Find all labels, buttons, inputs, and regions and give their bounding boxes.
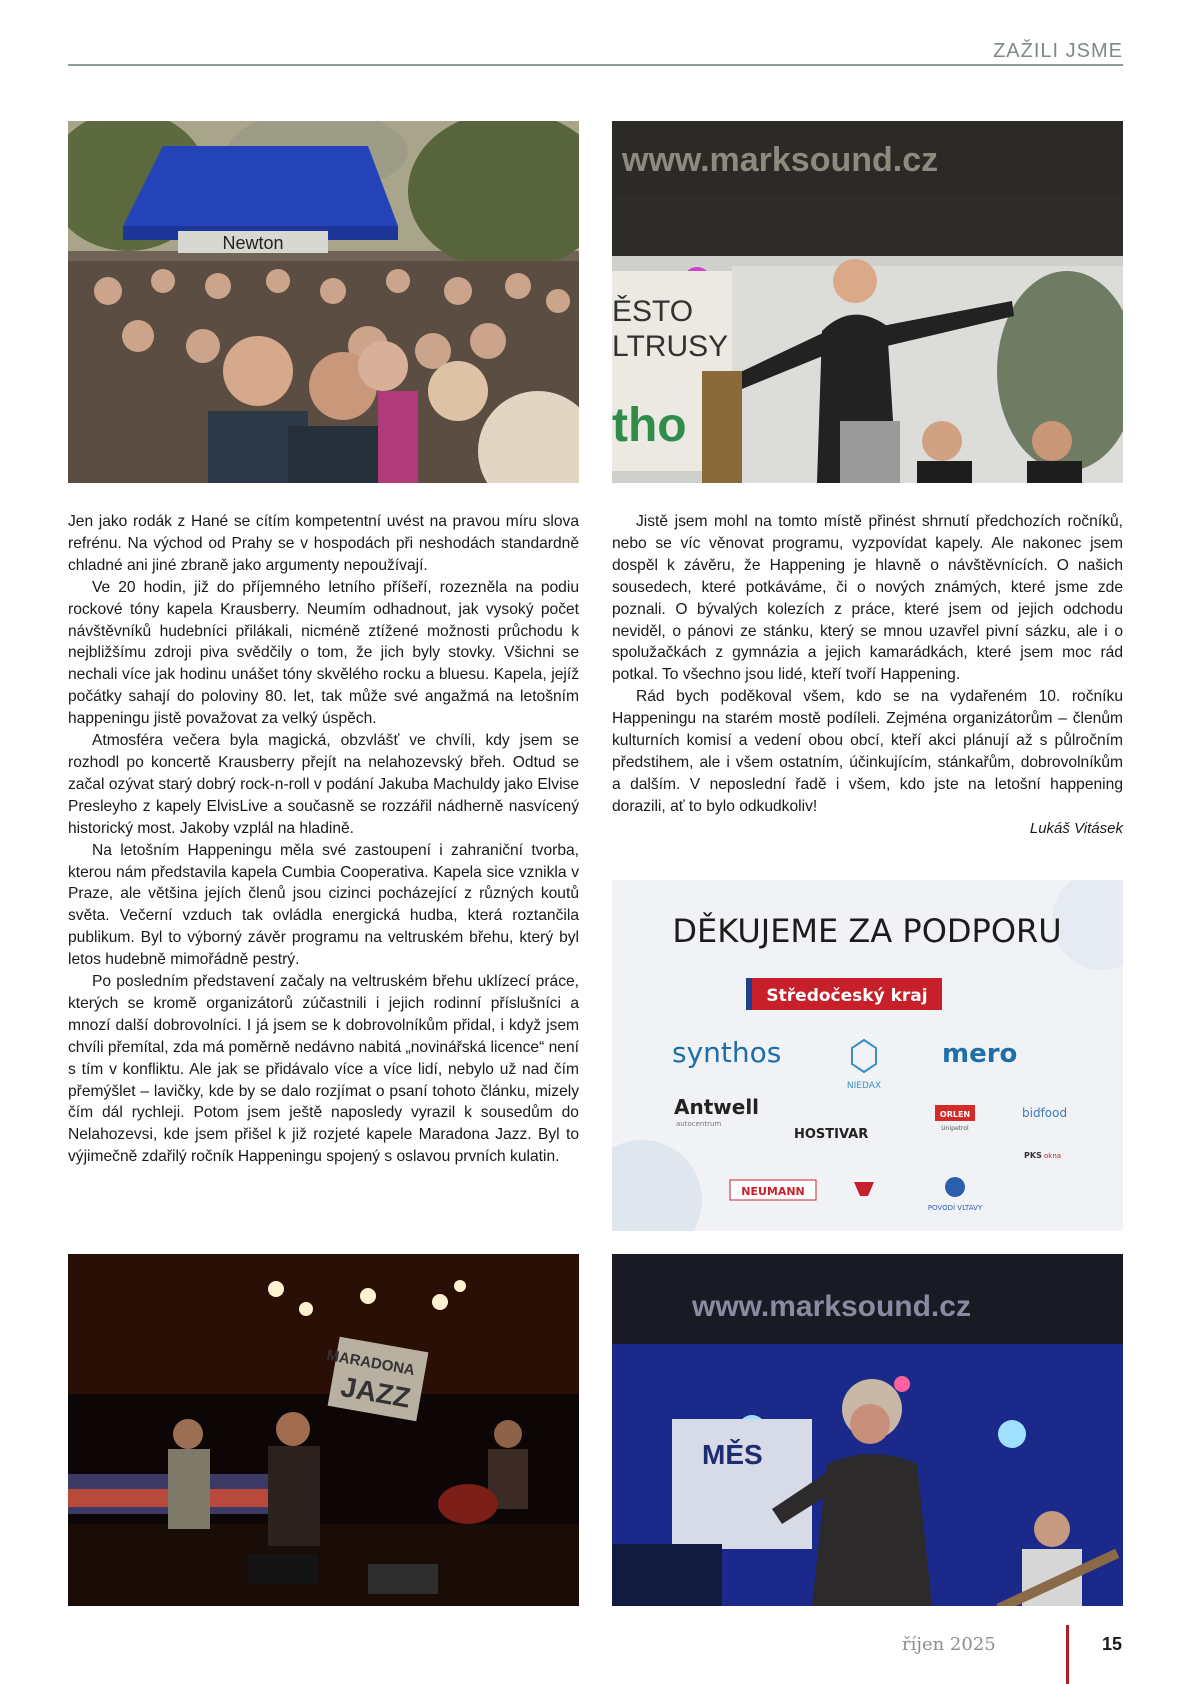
jazz-banner-1: MARADONA (325, 1346, 417, 1380)
sponsor-panel (612, 880, 1123, 1231)
logo-hostivar: HOSTIVAR (794, 1127, 869, 1142)
logo-antwell-sub: autocentrum (676, 1120, 722, 1128)
tent-sign-text: Newton (222, 233, 284, 253)
stage-sign-3: tho (612, 399, 687, 452)
logo-mero: mero (942, 1039, 1018, 1069)
section-label: ZAŽILI JSME (993, 40, 1123, 62)
logo-orlen: ORLEN (939, 1110, 971, 1119)
sponsor-title: DĚKUJEME ZA PODPORU (672, 912, 1062, 950)
article-paragraph: Jen jako rodák z Hané se cítím kompetentní uvést na pravou míru slova refrénu. Na východ od Prahy se v hospodách při neshodách standardně chladné ani jiné zbraně jako argumenty nepoužívají. (68, 513, 579, 574)
region-badge: Středočeský kraj (766, 986, 928, 1006)
article-paragraph: Jistě jsem mohl na tomto místě přinést shrnutí předchozích ročníků, nebo se víc věnovat programu, vyzpovídat kapely. Ale nakonec jsem dospěl k závěru, že Happening je hlavně o návštěvnících. O našich sousedech, které potkáváme, či o nových známých, které jsme zde poznali. O bývalých kolezích z práce, které jsem od jejich odchodu neviděl, o pánovi ze stánku, který se mnou uzavřel pivní sázku, ale i o spolužačkách z gymnázia a jejich kamarádkách, které jsem moc rád potkal. To všechno jsou lidé, kteří tvoří Happening. (612, 513, 1123, 684)
sponsor-artwork (612, 880, 1123, 1231)
photo-rock-concert (612, 1254, 1123, 1606)
footer-accent-bar (1066, 1625, 1069, 1684)
author-signature: Lukáš Vitásek (1029, 819, 1123, 837)
article-paragraph: Rád bych poděkoval všem, kdo se na vydařeném 10. ročníku Happeningu na starém mostě podíleli. Zejména organizátorům – členům kulturních komisí a vedení obou obcí, kteří akci plánují až s půlročním předstihem, ale i všem ostatním, účinkujícím, stánkařům, dobrovolníkům a dalším. V neposlední řadě i všem, kdo jste na letošní happening dorazili, ať to bylo odkudkoliv! (612, 688, 1123, 815)
stage-banner-text: www.marksound.cz (622, 141, 939, 179)
article-left-column (68, 511, 579, 1168)
povodi-icon (945, 1177, 965, 1197)
jazz-banner-2: JAZZ (338, 1370, 413, 1414)
logo-unipetrol: Unipetrol (941, 1125, 969, 1132)
logo-bidfood: bidfood (1022, 1106, 1068, 1120)
article-paragraph: Atmosféra večera byla magická, obzvlášť ve chvíli, kdy jsem se rozhodl po koncertě Krausberry přejít na nelahozevský břeh. Odtud se začal ozývat starý dobrý rock-n-roll v podání Jakuba Machuldy jako Elvise Presleyho z kapely ElvisLive a současně se rozzářil nádherně nasvícený historický most. Jakoby vzplál na hladině. (68, 732, 579, 837)
logo-niedax: NIEDAX (846, 1081, 882, 1091)
issue-date: říjen 2025 (902, 1634, 996, 1655)
header-divider (68, 64, 1123, 66)
stage-sign-2: LTRUSY (612, 330, 729, 363)
article-paragraph: Ve 20 hodin, již do příjemného letního příšeří, rozezněla na podiu rockové tóny kapela Krausberry. Neumím odhadnout, jak vysoký počet návštěvníků hudebníci přilákali, nicméně ztížené možnosti průchodu k nejbližšímu zdroji piva svědčily o tom, že jich byly stovky. Všichni se nechali více jak hodinu unášet tóny skvělého rocku a bluesu. Kapela, jejíž počátky sahají do poloviny 80. let, tak může své angažmá na letošním happeningu jistě považovat za velký úspěch. (68, 578, 579, 728)
logo-pks: PKS (1024, 1151, 1042, 1160)
logo-antwell: Antwell (674, 1095, 760, 1119)
logo-neumann: NEUMANN (741, 1185, 805, 1198)
photo-crowd (68, 121, 579, 483)
article-paragraph: Na letošním Happeningu měla své zastoupení i zahraniční tvorba, kterou nám představila kapela Cumbia Cooperativa. Kapela sice vznikla v Praze, ale většina jejích členů jsou cizinci pocházející z různých koutů světa. Večerní vzduch tak ovládla energická hudba, která roztančila publikum. Byl to výborný závěr programu na veltruském břehu, který byl letos hudebně mimořádně pestrý. (68, 841, 579, 969)
logo-synthos: synthos (672, 1036, 782, 1069)
photo-jazz-concert (68, 1254, 579, 1606)
stage-banner-text-2: www.marksound.cz (692, 1290, 971, 1323)
photo-singer (612, 121, 1123, 483)
logo-okna: okna (1044, 1152, 1062, 1160)
page-number: 15 (1102, 1634, 1123, 1654)
stage-sign-1: ĚSTO (612, 295, 694, 328)
blue-banner-text: MĚS (702, 1439, 763, 1470)
article-paragraph: Po posledním představení začaly na veltruském břehu uklízecí práce, kterých se kromě organizátorů zúčastnili i jejich rodinní příslušníci a mnozí další dobrovolníci. I já jsem se k dobrovolníkům přidal, i když jsem chvíli přemítal, zda má poměrně nedávno nabitá „novinářská licence“ není s tím v konfliktu. Ale jak se přidávalo více a více lidí, nebylo už nad čím přemýšlet – lavičky, kde by se dalo rozjímat o psaní tohoto článku, mizely čím dál rychleji. Potom jsem ještě naposledy vyrazil k sousedům do Nelahozevsi, kde jsem přišel k již rozjeté kapele Maradona Jazz. Byl to výjimečně zdařilý ročník Happeningu spojený s oslavou prvních kulatin. (68, 973, 579, 1166)
article-right-column (612, 511, 1123, 840)
logo-povodi: POVODÍ VLTAVY (927, 1204, 983, 1212)
